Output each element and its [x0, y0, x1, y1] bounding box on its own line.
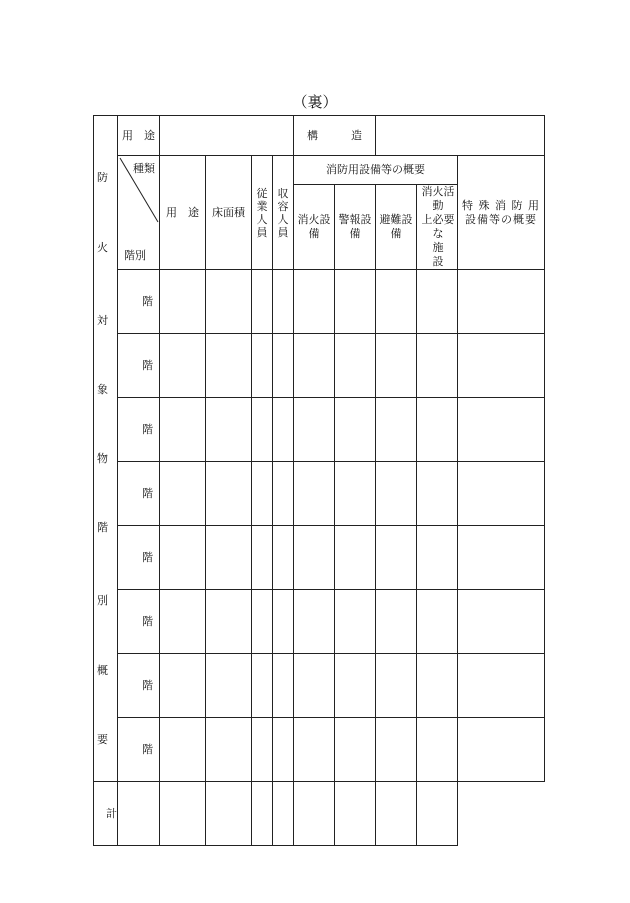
floor-label: 階 [118, 590, 160, 654]
fire-extinguishing-header: 消火設備 [294, 185, 335, 270]
cell[interactable] [160, 782, 206, 846]
cell[interactable] [160, 270, 206, 334]
cell[interactable] [294, 334, 335, 398]
kind-label: 種類 [133, 162, 155, 175]
cell[interactable] [273, 782, 294, 846]
cell[interactable] [335, 462, 376, 526]
floor-label: 階 [118, 718, 160, 782]
usage-value-field[interactable] [160, 116, 294, 156]
cell[interactable] [417, 590, 458, 654]
cell[interactable] [417, 526, 458, 590]
table-row [94, 270, 545, 334]
cell[interactable] [458, 590, 545, 654]
table-row [94, 654, 545, 718]
cell[interactable] [252, 462, 273, 526]
cell[interactable] [417, 398, 458, 462]
side-char: 火 [97, 241, 108, 254]
cell[interactable] [376, 462, 417, 526]
cell[interactable] [206, 718, 252, 782]
cell[interactable] [252, 654, 273, 718]
cell[interactable] [273, 654, 294, 718]
cell[interactable] [458, 334, 545, 398]
cell[interactable] [294, 526, 335, 590]
cell[interactable] [376, 270, 417, 334]
page-title: （裏） [292, 93, 338, 111]
floor-area-header: 床面積 [206, 156, 252, 270]
employees-header: 従 業 人 員 [252, 156, 273, 270]
cell[interactable] [118, 782, 160, 846]
cell[interactable] [273, 526, 294, 590]
table-row [94, 590, 545, 654]
floor-label: 階 [118, 526, 160, 590]
cell[interactable] [458, 398, 545, 462]
cell[interactable] [335, 654, 376, 718]
total-row [94, 782, 545, 846]
side-char: 階 [97, 521, 108, 534]
cell[interactable] [273, 270, 294, 334]
side-char: 要 [97, 733, 108, 746]
cell[interactable] [294, 782, 335, 846]
cell[interactable] [376, 782, 417, 846]
cell[interactable] [206, 462, 252, 526]
cell[interactable] [206, 526, 252, 590]
cell[interactable] [206, 590, 252, 654]
cell[interactable] [206, 398, 252, 462]
special-equipment-header: 特 殊 消 防 用 設備等の概要 [458, 156, 545, 270]
side-char: 防 [97, 171, 108, 184]
cell[interactable] [273, 462, 294, 526]
cell[interactable] [335, 718, 376, 782]
floor-label: 階 [118, 398, 160, 462]
cell[interactable] [252, 270, 273, 334]
alarm-header: 警報設備 [335, 185, 376, 270]
floor-label: 階 [118, 270, 160, 334]
cell[interactable] [294, 718, 335, 782]
side-char: 別 [97, 594, 108, 607]
cell[interactable] [458, 462, 545, 526]
side-char: 物 [97, 452, 108, 465]
firefighting-facilities-header: 消火活動 上必要な 施 設 [417, 185, 458, 270]
cell[interactable] [160, 590, 206, 654]
cell[interactable] [294, 398, 335, 462]
cell[interactable] [160, 718, 206, 782]
cell[interactable] [417, 654, 458, 718]
cell[interactable] [160, 462, 206, 526]
usage-header: 用 途 [160, 156, 206, 270]
cell[interactable] [294, 270, 335, 334]
table-row [94, 526, 545, 590]
cell[interactable] [160, 398, 206, 462]
cell[interactable] [206, 270, 252, 334]
total-label: 計 [94, 782, 118, 846]
evacuation-header: 避難設備 [376, 185, 417, 270]
usage-label: 用 途 [118, 116, 160, 156]
side-char: 概 [97, 664, 108, 677]
cell[interactable] [417, 334, 458, 398]
cell[interactable] [376, 398, 417, 462]
fire-prevention-form-table [93, 115, 545, 846]
cell[interactable] [335, 334, 376, 398]
cell[interactable] [252, 782, 273, 846]
table-row [94, 398, 545, 462]
floor-kind-label: 階別 [124, 249, 146, 262]
cell[interactable] [273, 334, 294, 398]
structure-value-field[interactable] [376, 116, 545, 156]
cell[interactable] [273, 718, 294, 782]
cell[interactable] [252, 398, 273, 462]
cell[interactable] [252, 590, 273, 654]
cell[interactable] [417, 782, 458, 846]
side-char: 象 [97, 383, 108, 396]
cell[interactable] [273, 398, 294, 462]
cell[interactable] [335, 590, 376, 654]
cell[interactable] [206, 654, 252, 718]
floor-label: 階 [118, 462, 160, 526]
cell[interactable] [294, 462, 335, 526]
cell[interactable] [417, 462, 458, 526]
cell[interactable] [252, 718, 273, 782]
capacity-header: 収 容 人 員 [273, 156, 294, 270]
cell[interactable] [160, 654, 206, 718]
table-row [94, 718, 545, 782]
side-label-column [94, 116, 118, 782]
cell[interactable] [252, 334, 273, 398]
cell[interactable] [335, 398, 376, 462]
cell[interactable] [458, 654, 545, 718]
cell[interactable] [206, 334, 252, 398]
floor-label: 階 [118, 334, 160, 398]
cell[interactable] [294, 654, 335, 718]
floor-label: 階 [118, 654, 160, 718]
cell[interactable] [376, 654, 417, 718]
cell[interactable] [252, 526, 273, 590]
side-char: 対 [97, 314, 108, 327]
cell[interactable] [376, 334, 417, 398]
cell[interactable] [376, 718, 417, 782]
cell[interactable] [335, 270, 376, 334]
cell[interactable] [273, 590, 294, 654]
cell[interactable] [458, 270, 545, 334]
table-row [94, 334, 545, 398]
structure-label: 構 造 [294, 116, 376, 156]
cell[interactable] [294, 590, 335, 654]
cell[interactable] [335, 526, 376, 590]
equipment-group-header: 消防用設備等の概要 [294, 156, 458, 185]
cell[interactable] [417, 270, 458, 334]
cell[interactable] [458, 718, 545, 782]
kind-floor-header [118, 156, 160, 270]
cell[interactable] [160, 334, 206, 398]
cell[interactable] [458, 526, 545, 590]
cell[interactable] [160, 526, 206, 590]
cell[interactable] [206, 782, 252, 846]
cell[interactable] [376, 590, 417, 654]
cell[interactable] [417, 718, 458, 782]
table-row [94, 462, 545, 526]
cell[interactable] [376, 526, 417, 590]
cell[interactable] [335, 782, 376, 846]
